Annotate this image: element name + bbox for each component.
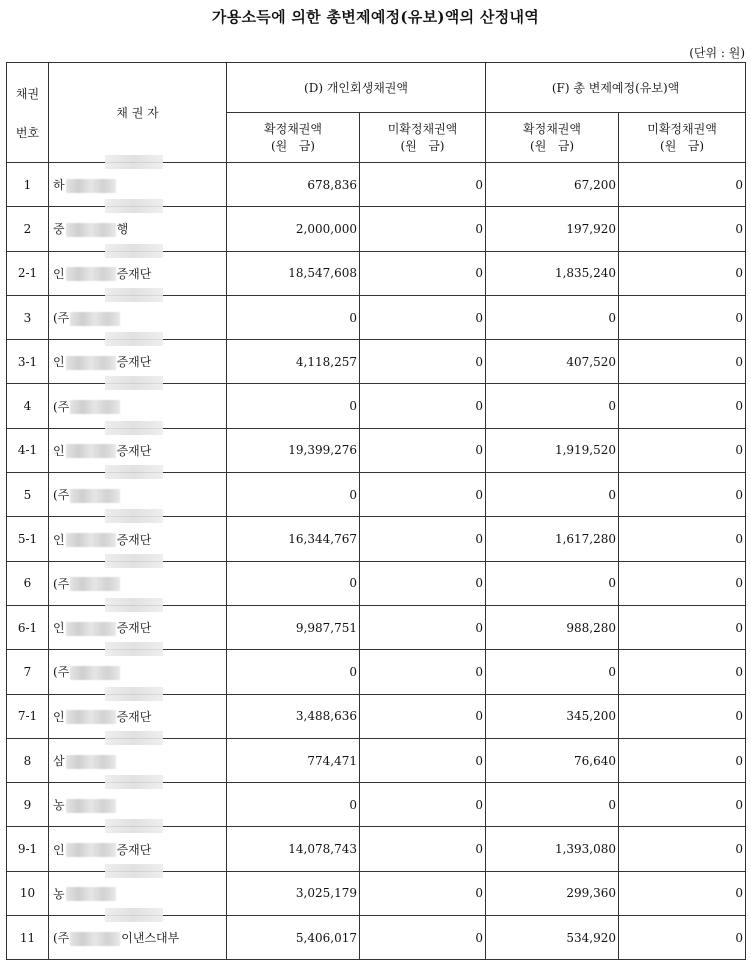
f-unconfirmed-amount: 0 — [619, 783, 746, 827]
d-unconfirmed-amount: 0 — [360, 251, 486, 295]
header-creditor-no-line1: 채권 — [15, 86, 40, 101]
header-group-f: (F) 총 변제예정(유보)액 — [486, 63, 746, 113]
d-confirmed-amount: 16,344,767 — [227, 517, 360, 561]
redaction-blur-overflow — [105, 244, 163, 258]
document-title: 가용소득에 의한 총변제예정(유보)액의 산정내역 — [211, 8, 540, 26]
creditor-name-prefix: 인 — [53, 621, 65, 636]
creditor-name-prefix: 인 — [53, 842, 65, 857]
creditor-no: 3-1 — [7, 340, 49, 384]
creditor-name-suffix: 행 — [116, 222, 129, 237]
redaction-blur — [66, 799, 116, 813]
d-confirmed-amount: 0 — [227, 473, 360, 517]
table-body — [7, 163, 746, 960]
f-unconfirmed-amount: 0 — [619, 384, 746, 428]
creditor-no: 9-1 — [7, 827, 49, 871]
d-unconfirmed-amount: 0 — [360, 650, 486, 694]
d-confirmed-amount: 0 — [227, 783, 360, 827]
creditor-name-prefix: (주 — [53, 399, 70, 414]
f-confirmed-amount: 534,920 — [486, 916, 619, 960]
redaction-blur — [70, 312, 120, 326]
unit-label: (단위 : 원) — [689, 46, 745, 60]
creditor-no: 4 — [7, 384, 49, 428]
header-d-unconfirmed — [360, 113, 486, 163]
creditor-name-suffix: 증재단 — [116, 532, 152, 547]
f-confirmed-amount: 1,835,240 — [486, 251, 619, 295]
redaction-blur-overflow — [105, 332, 163, 346]
f-unconfirmed-amount: 0 — [619, 163, 746, 207]
f-confirmed-amount: 67,200 — [486, 163, 619, 207]
f-unconfirmed-amount: 0 — [619, 605, 746, 649]
redaction-blur — [66, 356, 116, 370]
f-unconfirmed-amount: 0 — [619, 650, 746, 694]
f-unconfirmed-amount: 0 — [619, 428, 746, 472]
d-confirmed-amount: 0 — [227, 384, 360, 428]
d-confirmed-amount: 678,836 — [227, 163, 360, 207]
creditor-name-suffix: 이낸스대부 — [121, 931, 180, 946]
creditor-no: 7-1 — [7, 694, 49, 738]
redaction-blur-overflow — [105, 731, 163, 745]
header-f-confirmed-unit: (원 금) — [530, 138, 575, 153]
header-f-confirmed — [486, 113, 619, 163]
header-f-unconfirmed — [619, 113, 746, 163]
redaction-blur-overflow — [105, 598, 163, 612]
redaction-blur — [70, 489, 120, 503]
f-confirmed-amount: 0 — [486, 650, 619, 694]
d-unconfirmed-amount: 0 — [360, 428, 486, 472]
creditor-no: 4-1 — [7, 428, 49, 472]
creditor-name-suffix: 증재단 — [116, 842, 152, 857]
f-unconfirmed-amount: 0 — [619, 871, 746, 915]
d-unconfirmed-amount: 0 — [360, 207, 486, 251]
redaction-blur — [66, 887, 116, 901]
f-unconfirmed-amount: 0 — [619, 738, 746, 782]
f-confirmed-amount: 1,617,280 — [486, 517, 619, 561]
table-row — [7, 916, 746, 960]
redaction-blur-overflow — [105, 509, 163, 523]
creditor-name-suffix: 증재단 — [116, 355, 152, 370]
creditor-no: 10 — [7, 871, 49, 915]
creditor-no: 6 — [7, 561, 49, 605]
d-unconfirmed-amount: 0 — [360, 561, 486, 605]
f-confirmed-amount: 407,520 — [486, 340, 619, 384]
redaction-blur — [66, 533, 116, 547]
f-confirmed-amount: 0 — [486, 384, 619, 428]
creditor-no: 5 — [7, 473, 49, 517]
f-confirmed-amount: 76,640 — [486, 738, 619, 782]
d-confirmed-amount: 19,399,276 — [227, 428, 360, 472]
creditor-name-suffix: 증재단 — [116, 709, 152, 724]
creditor-name-prefix: 인 — [53, 532, 65, 547]
creditor-name-prefix: (주 — [53, 576, 70, 591]
redaction-blur-overflow — [105, 864, 163, 878]
repayment-table — [6, 62, 746, 960]
f-unconfirmed-amount: 0 — [619, 207, 746, 251]
d-unconfirmed-amount: 0 — [360, 340, 486, 384]
redaction-blur — [70, 932, 120, 946]
creditor-no: 8 — [7, 738, 49, 782]
creditor-name-suffix: 증재단 — [116, 443, 152, 458]
header-creditor-no-line2: 번호 — [15, 125, 40, 140]
f-confirmed-amount: 0 — [486, 783, 619, 827]
f-confirmed-amount: 0 — [486, 473, 619, 517]
redaction-blur-overflow — [105, 642, 163, 656]
creditor-no: 5-1 — [7, 517, 49, 561]
redaction-blur — [70, 400, 120, 414]
redaction-blur-overflow — [105, 199, 163, 213]
creditor-name-prefix: 하 — [53, 178, 65, 193]
d-unconfirmed-amount: 0 — [360, 295, 486, 339]
d-confirmed-amount: 14,078,743 — [227, 827, 360, 871]
redaction-blur-overflow — [105, 687, 163, 701]
f-confirmed-amount: 299,360 — [486, 871, 619, 915]
redaction-blur — [66, 179, 116, 193]
creditor-name-suffix: 증재단 — [116, 266, 152, 281]
d-confirmed-amount: 5,406,017 — [227, 916, 360, 960]
redaction-blur — [66, 755, 116, 769]
redaction-blur-overflow — [105, 421, 163, 435]
d-unconfirmed-amount: 0 — [360, 738, 486, 782]
redaction-blur-overflow — [105, 908, 163, 922]
creditor-name-prefix: (주 — [53, 311, 70, 326]
header-d-confirmed-label: 확정채권액 — [264, 121, 322, 136]
creditor-name-prefix: 인 — [53, 355, 65, 370]
f-unconfirmed-amount: 0 — [619, 916, 746, 960]
header-d-confirmed-unit: (원 금) — [271, 138, 315, 153]
creditor-no: 6-1 — [7, 605, 49, 649]
d-unconfirmed-amount: 0 — [360, 473, 486, 517]
d-unconfirmed-amount: 0 — [360, 871, 486, 915]
f-unconfirmed-amount: 0 — [619, 251, 746, 295]
d-confirmed-amount: 0 — [227, 295, 360, 339]
header-d-confirmed — [227, 113, 360, 163]
f-confirmed-amount: 1,393,080 — [486, 827, 619, 871]
d-confirmed-amount: 0 — [227, 561, 360, 605]
redaction-blur-overflow — [105, 155, 163, 169]
d-unconfirmed-amount: 0 — [360, 163, 486, 207]
redaction-blur-overflow — [105, 775, 163, 789]
f-confirmed-amount: 345,200 — [486, 694, 619, 738]
redaction-blur-overflow — [105, 465, 163, 479]
d-unconfirmed-amount: 0 — [360, 517, 486, 561]
creditor-no: 9 — [7, 783, 49, 827]
f-unconfirmed-amount: 0 — [619, 295, 746, 339]
d-confirmed-amount: 0 — [227, 650, 360, 694]
creditor-no: 3 — [7, 295, 49, 339]
redaction-blur — [70, 666, 120, 680]
f-confirmed-amount: 988,280 — [486, 605, 619, 649]
f-unconfirmed-amount: 0 — [619, 473, 746, 517]
redaction-blur-overflow — [105, 554, 163, 568]
header-d-unconfirmed-label: 미확정채권액 — [387, 121, 458, 136]
f-confirmed-amount: 0 — [486, 295, 619, 339]
redaction-blur — [66, 223, 116, 237]
redaction-blur — [66, 710, 116, 724]
creditor-no: 1 — [7, 163, 49, 207]
header-f-unconfirmed-unit: (원 금) — [660, 138, 705, 153]
creditor-name-suffix: 증재단 — [116, 621, 152, 636]
d-unconfirmed-amount: 0 — [360, 916, 486, 960]
redaction-blur-overflow — [105, 819, 163, 833]
creditor-name-prefix: 인 — [53, 443, 65, 458]
header-d-unconfirmed-unit: (원 금) — [400, 138, 445, 153]
creditor-no: 7 — [7, 650, 49, 694]
creditor-name-prefix: (주 — [53, 931, 70, 946]
d-unconfirmed-amount: 0 — [360, 783, 486, 827]
d-unconfirmed-amount: 0 — [360, 827, 486, 871]
header-creditor-no — [7, 63, 49, 163]
creditor-name-prefix: 농 — [53, 798, 65, 813]
redaction-blur — [70, 577, 120, 591]
f-confirmed-amount: 1,919,520 — [486, 428, 619, 472]
redaction-blur — [66, 622, 116, 636]
d-confirmed-amount: 2,000,000 — [227, 207, 360, 251]
creditor-no: 2-1 — [7, 251, 49, 295]
d-unconfirmed-amount: 0 — [360, 384, 486, 428]
creditor-name-prefix: (주 — [53, 488, 70, 503]
d-unconfirmed-amount: 0 — [360, 694, 486, 738]
header-group-d: (D) 개인회생채권액 — [227, 63, 486, 113]
header-f-unconfirmed-label: 미확정채권액 — [647, 121, 717, 136]
redaction-blur — [66, 843, 116, 857]
f-unconfirmed-amount: 0 — [619, 340, 746, 384]
d-unconfirmed-amount: 0 — [360, 605, 486, 649]
redaction-blur-overflow — [105, 376, 163, 390]
header-f-confirmed-label: 확정채권액 — [523, 121, 581, 136]
creditor-name — [49, 916, 227, 960]
redaction-blur-overflow — [105, 288, 163, 302]
d-confirmed-amount: 9,987,751 — [227, 605, 360, 649]
d-confirmed-amount: 3,488,636 — [227, 694, 360, 738]
d-confirmed-amount: 774,471 — [227, 738, 360, 782]
redaction-blur — [66, 267, 116, 281]
f-unconfirmed-amount: 0 — [619, 827, 746, 871]
creditor-name-prefix: 인 — [53, 266, 65, 281]
f-confirmed-amount: 0 — [486, 561, 619, 605]
creditor-name-prefix: 삼 — [53, 754, 65, 768]
redaction-blur — [66, 444, 116, 458]
d-confirmed-amount: 3,025,179 — [227, 871, 360, 915]
creditor-name-prefix: 농 — [53, 886, 65, 901]
creditor-no: 2 — [7, 207, 49, 251]
creditor-name-prefix: (주 — [53, 665, 70, 680]
header-creditor: 채 권 자 — [49, 63, 227, 163]
creditor-name-prefix: 중 — [53, 222, 65, 237]
f-unconfirmed-amount: 0 — [619, 694, 746, 738]
creditor-name-prefix: 인 — [53, 709, 65, 724]
creditor-no: 11 — [7, 916, 49, 960]
d-confirmed-amount: 4,118,257 — [227, 340, 360, 384]
f-confirmed-amount: 197,920 — [486, 207, 619, 251]
f-unconfirmed-amount: 0 — [619, 517, 746, 561]
d-confirmed-amount: 18,547,608 — [227, 251, 360, 295]
f-unconfirmed-amount: 0 — [619, 561, 746, 605]
